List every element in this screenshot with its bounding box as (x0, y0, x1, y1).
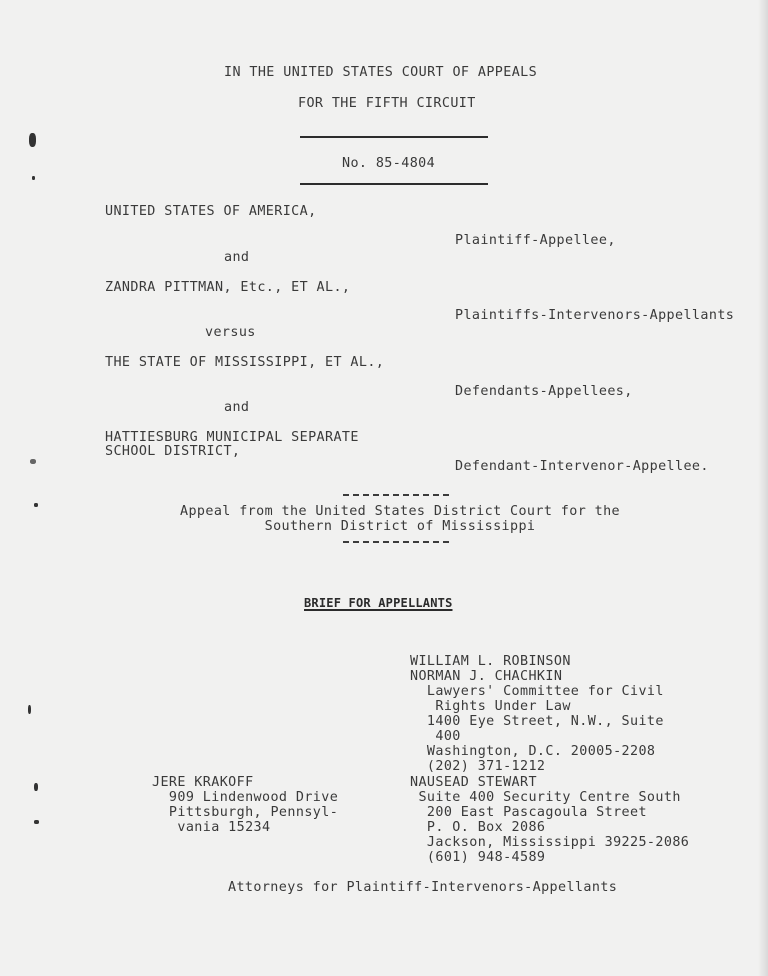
party-4-name-line-2: SCHOOL DISTRICT, (105, 444, 241, 459)
counsel-right-line: 400 (410, 729, 461, 744)
versus: versus (205, 325, 256, 340)
rule-above-case-number (300, 136, 488, 138)
party-1-name: UNITED STATES OF AMERICA, (105, 204, 317, 219)
dashed-rule-above-appeal (343, 494, 449, 496)
brief-title: BRIEF FOR APPELLANTS (304, 596, 453, 610)
conjunction-and-1: and (224, 250, 250, 265)
party-3-name: THE STATE OF MISSISSIPPI, ET AL., (105, 355, 385, 370)
scan-speck (29, 133, 36, 147)
appeal-line-2: Southern District of Mississippi (264, 519, 536, 534)
scan-speck (32, 176, 35, 180)
party-2-name: ZANDRA PITTMAN, Etc., ET AL., (105, 280, 351, 295)
counsel-right-line: NORMAN J. CHACHKIN (410, 669, 563, 684)
counsel-right-line: 1400 Eye Street, N.W., Suite (410, 714, 664, 729)
counsel-right-line: NAUSEAD STEWART (410, 775, 537, 790)
scan-speck (34, 503, 38, 507)
court-line-1: IN THE UNITED STATES COURT OF APPEALS (224, 65, 538, 80)
rule-below-case-number (300, 183, 488, 185)
party-2-role: Plaintiffs-Intervenors-Appellants (455, 308, 735, 323)
attorneys-for-line: Attorneys for Plaintiff-Intervenors-Appellants (228, 880, 618, 895)
counsel-right-line: P. O. Box 2086 (410, 820, 546, 835)
counsel-right-line: Jackson, Mississippi 39225-2086 (410, 835, 690, 850)
party-3-role: Defendants-Appellees, (455, 384, 633, 399)
conjunction-and-2: and (224, 400, 250, 415)
scan-speck (28, 705, 31, 714)
counsel-right-line: Suite 400 Security Centre South (410, 790, 681, 805)
counsel-left-line: JERE KRAKOFF (152, 775, 254, 790)
counsel-right-line: 200 East Pascagoula Street (410, 805, 647, 820)
scan-speck (34, 820, 39, 824)
counsel-right-line: (601) 948-4589 (410, 850, 546, 865)
party-4-role: Defendant-Intervenor-Appellee. (455, 459, 709, 474)
scan-speck (30, 459, 36, 464)
counsel-left-line: Pittsburgh, Pennsyl- (152, 805, 339, 820)
counsel-right-line: Lawyers' Committee for Civil (410, 684, 664, 699)
counsel-right-line: (202) 371-1212 (410, 759, 546, 774)
counsel-right-line: Washington, D.C. 20005-2208 (410, 744, 656, 759)
counsel-right-line: WILLIAM L. ROBINSON (410, 654, 571, 669)
dashed-rule-below-appeal (343, 541, 449, 543)
scan-speck (34, 783, 38, 791)
counsel-right-line: Rights Under Law (410, 699, 571, 714)
page-edge-shadow (758, 0, 768, 976)
counsel-left-line: 909 Lindenwood Drive (152, 790, 339, 805)
counsel-left-line: vania 15234 (152, 820, 271, 835)
party-1-role: Plaintiff-Appellee, (455, 233, 616, 248)
party-4-name-line-1: HATTIESBURG MUNICIPAL SEPARATE (105, 430, 359, 445)
case-number: No. 85-4804 (342, 156, 436, 171)
court-line-2: FOR THE FIFTH CIRCUIT (298, 96, 476, 111)
appeal-line-1: Appeal from the United States District Court for the (179, 504, 620, 519)
